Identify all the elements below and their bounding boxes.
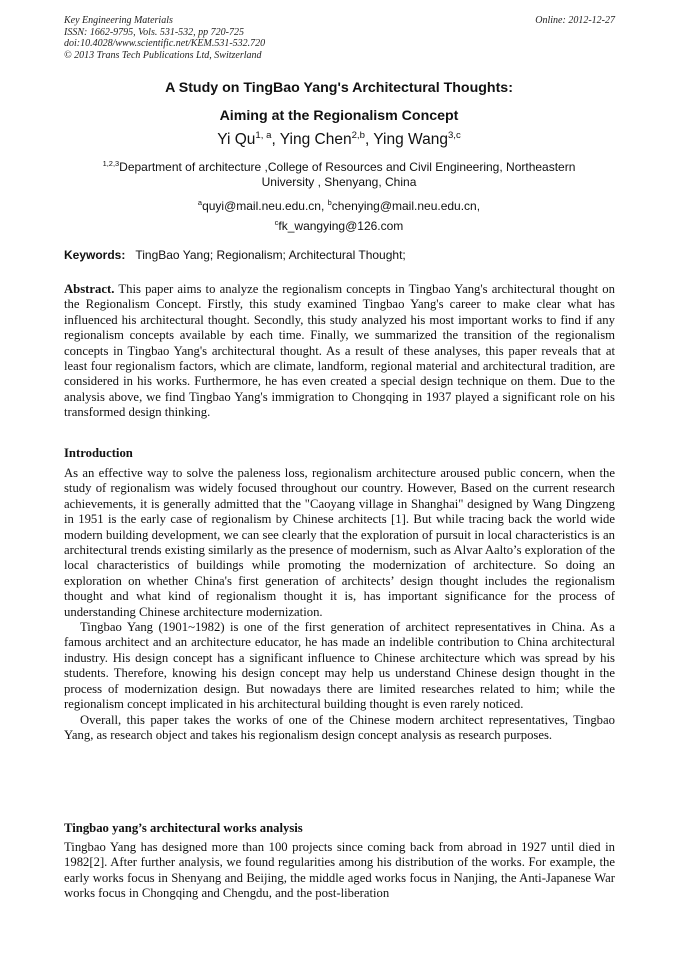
paragraph: Tingbao Yang (1901~1982) is one of the first generation of architect representatives in China. As a famous architect and an architecture educator, he has made an indelible contribution to China architectural industry. His design concept has a significant influence to Chinese architecture which was spread by his students. Therefore, knowing his design concept may help us understand Chinese design thought in the process of modernization design. But nowadays there are limited researches related to him; while the regionalism concept implicated in his architectural building thought is even rarely noticed. bbox=[64, 620, 615, 712]
section-heading-works: Tingbao yang’s architectural works analysis bbox=[64, 821, 303, 835]
introduction-body bbox=[64, 466, 615, 743]
email-sup-b: b bbox=[327, 198, 332, 207]
copyright-line: © 2013 Trans Tech Publications Ltd, Switzerland bbox=[64, 49, 262, 61]
author-name: Ying Wang bbox=[373, 131, 448, 149]
author-sup: 3,c bbox=[447, 130, 461, 141]
email-a: quyi@mail.neu.edu.cn, bbox=[202, 199, 325, 213]
email-line-1 bbox=[40, 195, 638, 214]
affiliation bbox=[86, 156, 592, 190]
email-sup-c: c bbox=[274, 218, 279, 227]
abstract-label: Abstract. bbox=[64, 282, 115, 296]
email-sup-a: a bbox=[197, 198, 203, 207]
author-sup: 1, a bbox=[255, 130, 272, 141]
email-c: fk_wangying@126.com bbox=[278, 219, 404, 233]
online-date: Online: 2012-12-27 bbox=[535, 15, 615, 26]
abstract-text: This paper aims to analyze the regionalism concepts in Tingbao Yang's architectural thought on the Regionalism Concept. Firstly, this study examined Tingbao Yang's career to make clear what has influenced his architectural thought. Secondly, this study analyzed his most important works to find if any regionalism concepts available by each time. Finally, we summarized the transition of the regionalism concepts in Tingbao Yang's architectural thought. As a result of these analyses, this paper reveals that at least four regionalism factors, which are climate, landform, regional material and architectural tradition, are considered in his works. Furthermore, he has even created a special design technique on them. Due to the analysis above, we find Tingbao Yang's immigration to Chongqing in 1937 played a significant role on his transformed design thinking. bbox=[64, 282, 615, 420]
paragraph: Overall, this paper takes the works of one of the Chinese modern architect representatives, Tingbao Yang, as research object and takes his regionalism design concept analysis as research purposes. bbox=[64, 712, 615, 742]
keywords bbox=[64, 248, 624, 263]
affiliation-sup: 1,2,3 bbox=[102, 159, 120, 168]
doi-line: doi:10.4028/www.scientific.net/KEM.531-532.720 bbox=[64, 38, 266, 49]
paragraph: Tingbao Yang has designed more than 100 projects since coming back from abroad in 1927 until died in 1982[2]. After further analysis, we found regularities among his distribution of the works. For example, the early works focus in Shenyang and Beijing, the middle aged works focus in Nanjing, the Anti-Japanese War works focus in Chongqing and Chengdu, and the post-liberation bbox=[64, 840, 615, 901]
works-body bbox=[64, 840, 615, 902]
author-list: Yi Qu$^{1, a}$, Ying Chen$^{2,b}$, Ying Wang$^{3,c}$ bbox=[217, 130, 461, 149]
keywords-label: Keywords: bbox=[64, 248, 126, 262]
paper-title-line-2: Aiming at the Regionalism Concept bbox=[219, 108, 459, 124]
paragraph: As an effective way to solve the paleness loss, regionalism architecture aroused public concern, when the study of regionalism was widely focused throughout our country. However, Based on the current research achievements, it is generally admitted that the "Caoyang village in Shanghai" designed by Wang Dingzeng in 1951 is the early case of regionalism by Chinese architects [1]. But while tracing back the world wide modern building development, we can see clearly that the exploration of pursuit in local characteristics is an architectural trends existing similarly as the presence of modernism, such as Alvar Aalto’s exploration of the local characteristics of buildings while promoting the modernization of architecture. So doing an exploration on whether China's first generation of architects’ design thought includes the regionalism thought and what kind of regionalism thought it is, has important significance for the process of understanding Chinese architecture modernization. bbox=[64, 466, 615, 619]
journal-header bbox=[64, 15, 615, 61]
email-b: chenying@mail.neu.edu.cn, bbox=[331, 199, 481, 213]
abstract bbox=[64, 282, 615, 421]
keywords-text: TingBao Yang; Regionalism; Architectural Thought; bbox=[135, 248, 406, 262]
affiliation-text: Department of architecture ,College of Resources and Civil Engineering, Northeastern University , Shenyang, China bbox=[119, 160, 576, 189]
section-heading-introduction: Introduction bbox=[64, 446, 133, 460]
author-name: Ying Chen bbox=[279, 131, 352, 149]
author-sup: 2,b bbox=[351, 130, 365, 141]
paper-title-line-1: A Study on TingBao Yang's Architectural Thoughts: bbox=[165, 80, 513, 96]
email-line-2 bbox=[40, 215, 638, 234]
author-name: Yi Qu bbox=[217, 131, 256, 149]
issn-line: ISSN: 1662-9795, Vols. 531-532, pp 720-725 bbox=[64, 26, 244, 38]
journal-name: Key Engineering Materials bbox=[64, 15, 173, 26]
